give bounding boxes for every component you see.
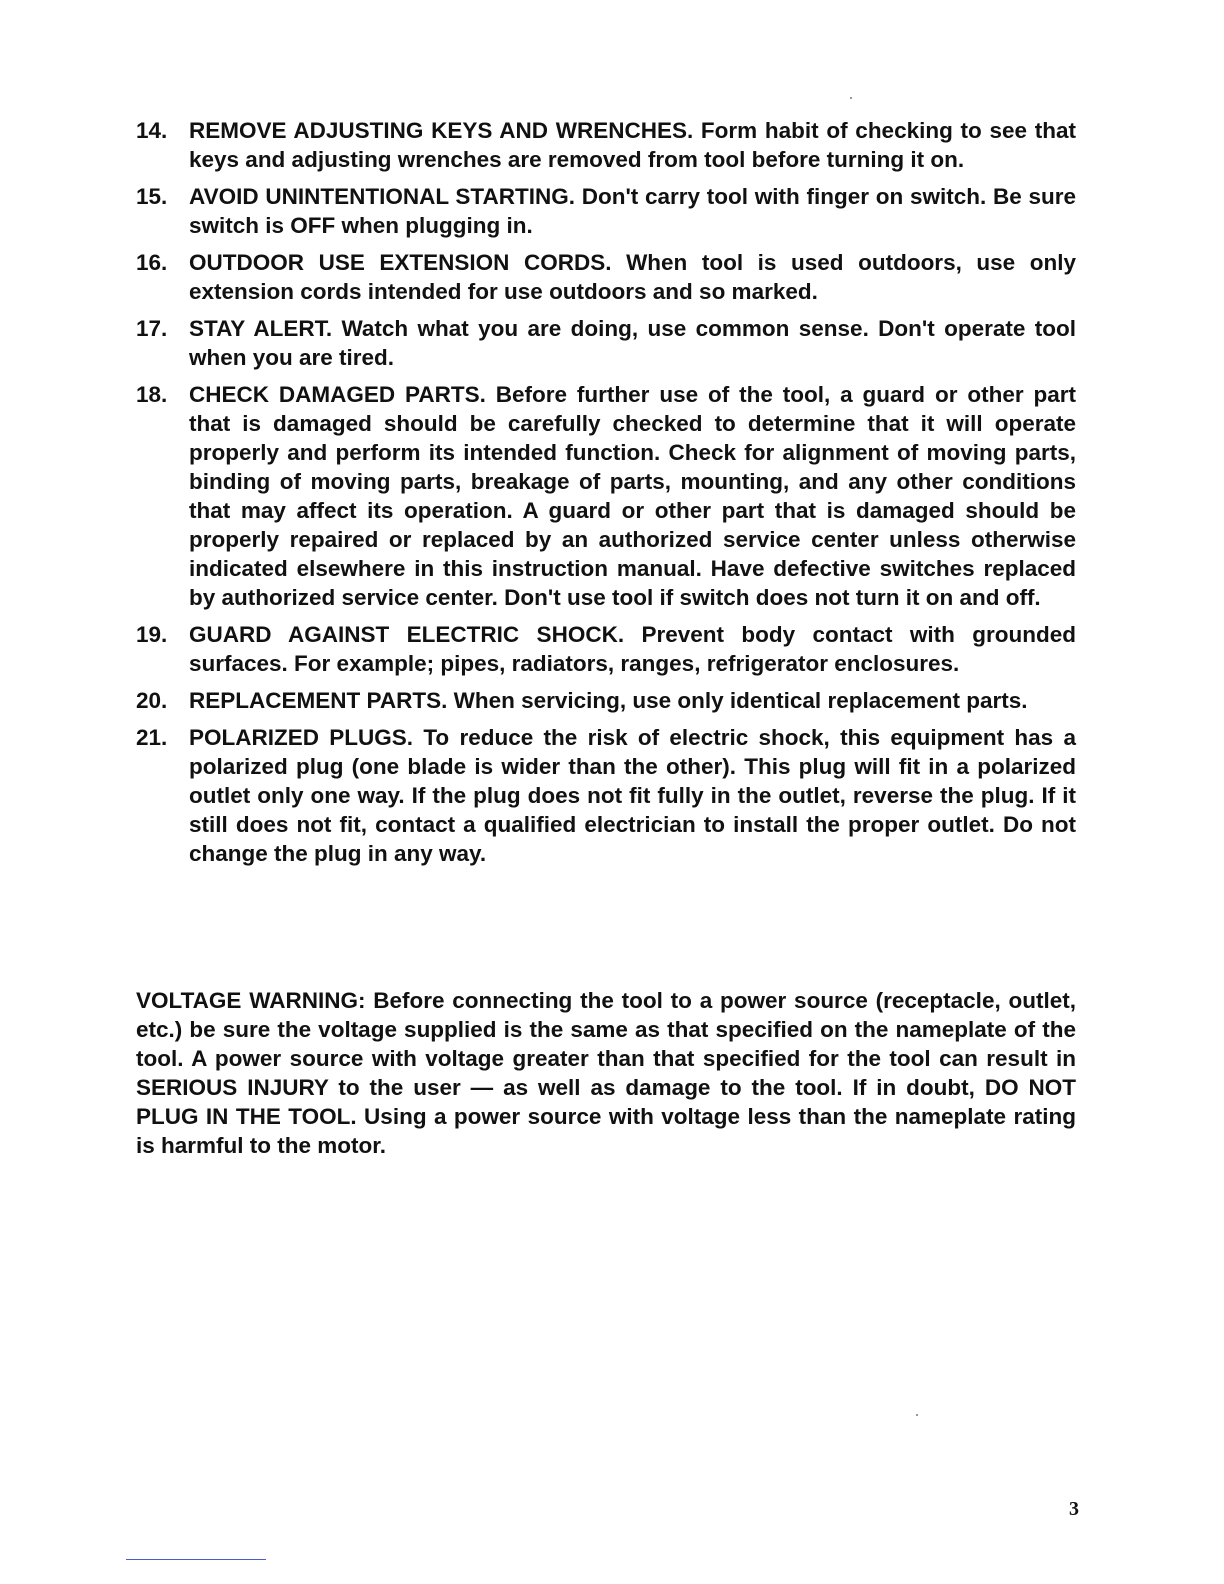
safety-rule [136,314,1076,372]
scan-speck [850,97,852,99]
rule-text: STAY ALERT. Watch what you are doing, use common sense. Don't operate tool when you are tired. [189,316,1076,370]
rule-text: POLARIZED PLUGS. To reduce the risk of electric shock, this equipment has a polarized plug (one blade is wider than the other). This plug will fit in a polarized outlet only one way. If the plug does not fit fully in the outlet, reverse the plug. If it still does not fit, contact a qualified electrician to install the proper outlet. Do not change the plug in any way. [189,725,1076,866]
footer-divider [126,1559,266,1560]
rule-number: 18. [136,382,168,407]
rule-number: 20. [136,688,168,713]
safety-rule [136,248,1076,306]
safety-rule [136,116,1076,174]
rule-text: REMOVE ADJUSTING KEYS AND WRENCHES. Form habit of checking to see that keys and adjusting wrenches are removed from tool before turning it on. [189,118,1076,172]
safety-rules-list [136,116,1076,876]
rule-number: 14. [136,118,168,143]
voltage-warning: VOLTAGE WARNING: Before connecting the tool to a power source (receptacle, outlet, etc.) be sure the voltage supplied is the same as that specified on the nameplate of the tool. A power source with voltage greater than that specified for the tool can result in SERIOUS INJURY to the user — as well as damage to the tool. If in doubt, DO NOT PLUG IN THE TOOL. Using a power source with voltage less than the nameplate rating is harmful to the motor. [136,988,1076,1158]
rule-text: REPLACEMENT PARTS. When servicing, use only identical replacement parts. [189,688,1028,713]
scan-speck [916,1414,918,1416]
safety-rule [136,686,1076,715]
rule-text: AVOID UNINTENTIONAL STARTING. Don't carry tool with finger on switch. Be sure switch is OFF when plugging in. [189,184,1076,238]
rule-number: 21. [136,725,168,750]
safety-rule [136,620,1076,678]
safety-rule [136,380,1076,612]
rule-number: 19. [136,622,168,647]
safety-rule [136,723,1076,868]
safety-rule [136,182,1076,240]
rule-text: CHECK DAMAGED PARTS. Before further use of the tool, a guard or other part that is damaged should be carefully checked to determine that it will operate properly and perform its intended function. Check for alignment of moving parts, binding of moving parts, breakage of parts, mounting, and any other conditions that may affect its operation. A guard or other part that is damaged should be properly repaired or replaced by an authorized service center unless otherwise indicated elsewhere in this instruction manual. Have defective switches replaced by authorized service center. Don't use tool if switch does not turn it on and off. [189,382,1076,610]
rule-text: OUTDOOR USE EXTENSION CORDS. When tool is used outdoors, use only extension cords intended for use outdoors and so marked. [189,250,1076,304]
page-number: 3 [1069,1498,1079,1520]
rule-number: 17. [136,316,168,341]
rule-number: 16. [136,250,168,275]
rule-text: GUARD AGAINST ELECTRIC SHOCK. Prevent body contact with grounded surfaces. For example; pipes, radiators, ranges, refrigerator enclosures. [189,622,1076,676]
rule-number: 15. [136,184,168,209]
